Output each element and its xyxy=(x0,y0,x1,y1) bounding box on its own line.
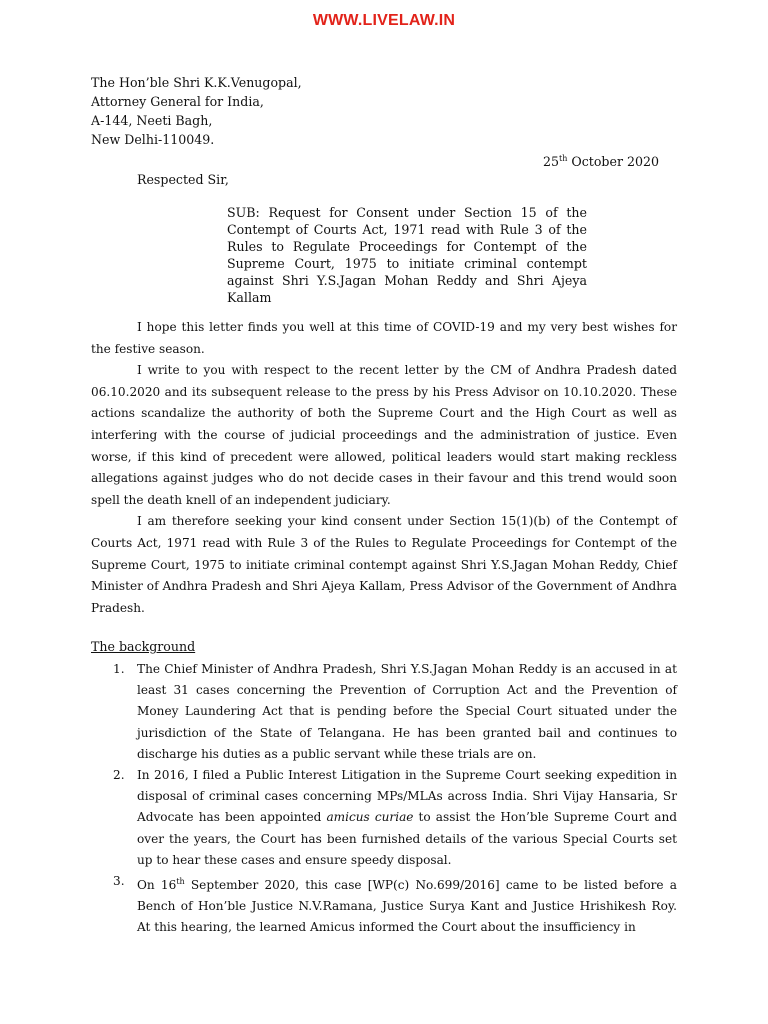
site-watermark-header: WWW.LIVELAW.IN xyxy=(312,12,456,29)
list-item xyxy=(91,871,677,939)
salutation: Respected Sir, xyxy=(137,172,229,187)
address-line: A-144, Neeti Bagh, xyxy=(91,113,213,128)
list-item-text: On 16 xyxy=(137,878,177,893)
list-item-emphasis: amicus curiae xyxy=(326,810,414,825)
letter-date xyxy=(543,154,659,169)
date-day: 25 xyxy=(543,154,560,169)
list-item xyxy=(91,659,677,765)
section-heading-background: The background xyxy=(91,639,196,654)
list-item-superscript: th xyxy=(176,877,185,887)
body-paragraph: I write to you with respect to the recent letter by the CM of Andhra Pradesh dated 06.10.2020 and its subsequent release to the press by his Press Advisor on 10.10.2020. These actions scandalize the authority of both the Supreme Court and the High Court as well as interfering with the course of judicial proceedings and the administration of justice. Even worse, if this kind of precedent were allowed, political leaders would start making reckless allegations against judges who do not decide cases in their favour and this trend would soon spell the death knell of an independent judiciary. xyxy=(91,363,677,507)
list-item xyxy=(91,765,677,871)
list-item-text: September 2020, this case [WP(c) No.699/2016] came to be listed before a Bench of Hon’ble Justice N.V.Ramana, Justice Surya Kant and Justice Hrishikesh Roy. At this hearing, the learned Amicus informed the Court about the insufficiency in xyxy=(137,878,678,935)
subject-line: SUB: Request for Consent under Section 15 of the Contempt of Courts Act, 1971 read with Rule 3 of the Rules to Regulate Proceedings for Contempt of the Supreme Court, 1975 to initiate criminal contempt against Shri Y.S.Jagan Mohan Reddy and Shri Ajeya Kallam xyxy=(227,205,587,305)
body-paragraph: I am therefore seeking your kind consent under Section 15(1)(b) of the Contempt of Courts Act, 1971 read with Rule 3 of the Rules to Regulate Proceedings for Contempt of the Supreme Court, 1975 to initiate criminal contempt against Shri Y.S.Jagan Mohan Reddy, Chief Minister of Andhra Pradesh and Shri Ajeya Kallam, Press Advisor of the Government of Andhra Pradesh. xyxy=(91,514,677,615)
address-line: The Hon’ble Shri K.K.Venugopal, xyxy=(91,75,302,90)
address-line: New Delhi-110049. xyxy=(91,132,215,147)
address-line: Attorney General for India, xyxy=(91,94,264,109)
list-item-number: 3. xyxy=(113,874,125,889)
letter-body xyxy=(91,317,677,619)
recipient-address xyxy=(91,73,302,149)
list-item-number: 1. xyxy=(113,662,125,676)
date-suffix: th xyxy=(559,154,568,163)
list-item-number: 2. xyxy=(113,768,125,783)
date-rest: October 2020 xyxy=(567,154,660,169)
body-paragraph: I hope this letter finds you well at this time of COVID-19 and my very best wishes for the festive season. xyxy=(91,320,677,356)
list-item-text: to assist the Hon’ble Supreme Court and over the years, the Court has been furnished details of the various Special Courts set up to hear these cases and ensure speedy disposal. xyxy=(137,810,677,867)
background-list xyxy=(91,659,677,939)
list-item-text: In 2016, I filed a Public Interest Litigation in the Supreme Court seeking expedition in disposal of criminal cases concerning MPs/MLAs across India. Shri Vijay Hansaria, Sr Advocate has been appointed xyxy=(137,768,677,825)
list-item-text: The Chief Minister of Andhra Pradesh, Shri Y.S.Jagan Mohan Reddy is an accused in at least 31 cases concerning the Prevention of Corruption Act and the Prevention of Money Laundering Act that is pending before the Special Court situated under the jurisdiction of the State of Telangana. He has been granted bail and continues to discharge his duties as a public servant while these trials are on. xyxy=(137,662,677,761)
